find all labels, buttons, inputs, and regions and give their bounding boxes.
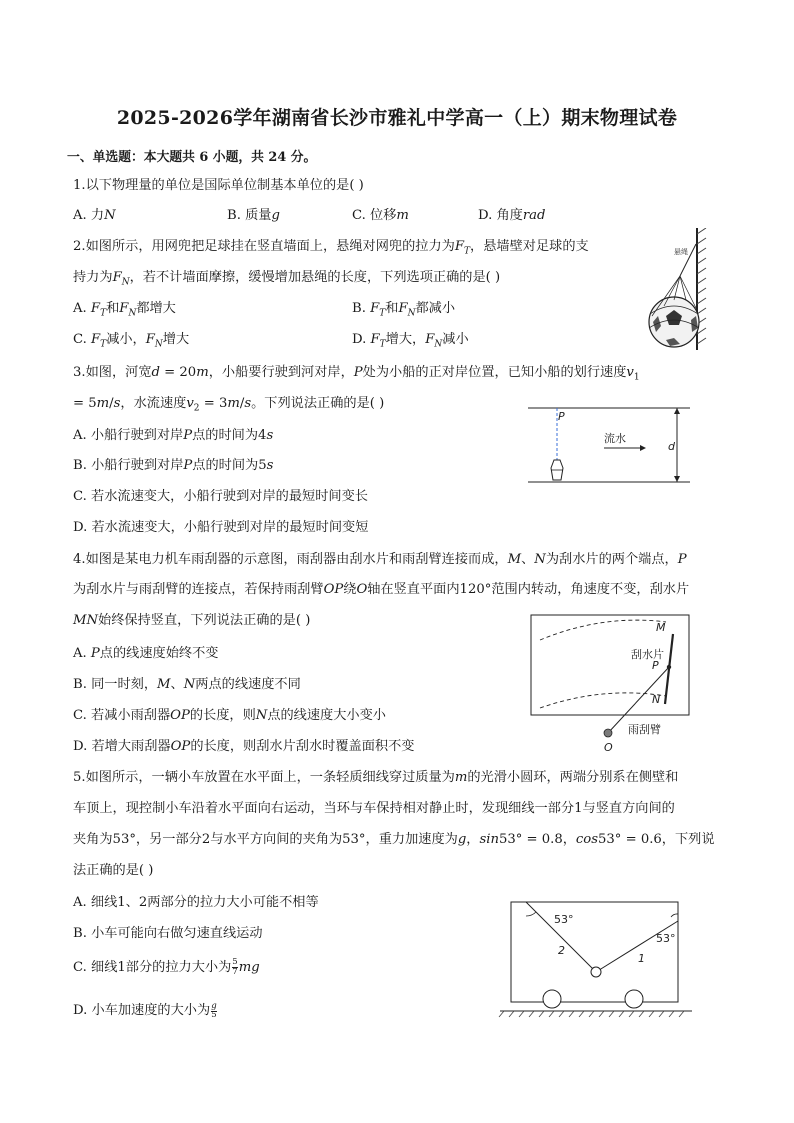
- q1-option-b: B. 质量g: [227, 208, 280, 223]
- q2-option-d: D. $F_T$增大，$F_N$减小: [352, 332, 469, 350]
- page-title: 2025-2026学年湖南省长沙市雅礼中学高一（上）期末物理试卷: [116, 107, 678, 129]
- q4-label-p: P: [652, 659, 659, 672]
- q2-rope-label: 悬绳: [674, 248, 688, 256]
- q2-option-a: A. $F_T$和$F_N$都增大: [73, 301, 176, 319]
- q3-stem-line1: 3.如图，河宽d = 20m，小船要行驶到河对岸，P处为小船的正对岸位置，已知小船的划行速度$v_1$: [73, 365, 640, 383]
- q3-option-a: A. 小船行驶到对岸P点的时间为4s: [73, 428, 274, 443]
- q3-option-c: C. 若水流速变大，小船行驶到对岸的最短时间变长: [73, 489, 368, 504]
- q4-label-o: O: [604, 741, 613, 754]
- q4-stem-line2: 为刮水片与雨刮臂的连接点，若保持雨刮臂OP绕O轴在竖直平面内120°范围内转动，角速度不变，刮水片: [73, 582, 690, 597]
- q2-option-c: C. $F_T$减小，$F_N$增大: [73, 332, 190, 350]
- q5-angle-top: 53°: [554, 913, 574, 926]
- q1-option-c: C. 位移m: [352, 208, 409, 223]
- q4-option-c: C. 若减小雨刮器OP的长度，则N点的线速度大小变小: [73, 708, 386, 723]
- q5-label-2: 2: [558, 944, 565, 957]
- q5-stem-line3: 夹角为53°，另一部分2与水平方向间的夹角为53°，重力加速度为g，sin53° = 0.8，cos53° = 0.6，下列说: [73, 832, 715, 847]
- q2-figure-football: [636, 228, 716, 352]
- q1-stem: 1.以下物理量的单位是国际单位制基本单位的是( ): [73, 178, 364, 193]
- q4-label-arm: 雨刮臂: [628, 723, 661, 736]
- q1-option-d: D. 角度rad: [478, 208, 546, 223]
- q3-option-d: D. 若水流速变大，小船行驶到对岸的最短时间变短: [73, 520, 369, 535]
- q5-angle-right: 53°: [656, 932, 676, 945]
- q5-stem-line4: 法正确的是( ): [73, 863, 154, 878]
- q1-option-a: A. 力N: [73, 208, 116, 223]
- q4-option-a: A. P点的线速度始终不变: [73, 646, 219, 661]
- q5-stem-line1: 5.如图所示，一辆小车放置在水平面上，一条轻质细线穿过质量为m的光滑小圆环，两端分别系在侧壁和: [73, 770, 679, 785]
- q4-figure-wiper: [528, 612, 694, 754]
- q4-option-d: D. 若增大雨刮器OP的长度，则刮水片刮水时覆盖面积不变: [73, 739, 415, 754]
- q4-label-m: M: [656, 621, 666, 634]
- q2-option-b: B. $F_T$和$F_N$都减小: [352, 301, 456, 319]
- q5-option-a: A. 细线1、2两部分的拉力大小可能不相等: [73, 895, 319, 910]
- q3-label-p: P: [558, 410, 565, 423]
- q5-stem-line2: 车顶上，现控制小车沿着水平面向右运动，当环与车保持相对静止时，发现细线一部分1与竖直方向间的: [73, 801, 675, 816]
- section-heading: 一、单选题：本大题共 6 小题，共 24 分。: [67, 150, 317, 165]
- q4-stem-line3: MN始终保持竖直，下列说法正确的是( ): [73, 613, 311, 628]
- q2-stem-line2: 持力为$F_N$，若不计墙面摩擦，缓慢增加悬绳的长度，下列选项正确的是( ): [73, 270, 501, 288]
- q5-option-c: C. 细线1部分的拉力大小为 $\frac{5}{7}$ mg: [73, 957, 260, 977]
- q3-label-d: d: [668, 440, 675, 453]
- q5-figure-car: [496, 896, 696, 1020]
- q5-label-1: 1: [638, 952, 645, 965]
- q5-option-d: D. 小车加速度的大小为$\frac{g}{5}$: [73, 1000, 217, 1020]
- q3-label-flow: 流水: [604, 432, 626, 445]
- q5-option-b: B. 小车可能向右做匀速直线运动: [73, 926, 263, 941]
- q2-stem-line1: 2.如图所示，用网兜把足球挂在竖直墙面上，悬绳对网兜的拉力为$F_T$，悬墙壁对足球的支: [73, 239, 589, 257]
- q4-label-n: N: [652, 693, 661, 706]
- q4-stem-line1: 4.如图是某电力机车雨刮器的示意图，雨刮器由刮水片和雨刮臂连接而成，M、N为刮水片的两个端点，P: [73, 552, 687, 567]
- q3-stem-line2: = 5m/s，水流速度$v_2 = 3m/s$。下列说法正确的是( ): [73, 396, 385, 414]
- q4-option-b: B. 同一时刻，M、N两点的线速度不同: [73, 677, 301, 692]
- q4-label-blade: 刮水片: [631, 648, 664, 661]
- q3-figure-river: [528, 404, 694, 486]
- q3-option-b: B. 小船行驶到对岸P点的时间为5s: [73, 458, 274, 473]
